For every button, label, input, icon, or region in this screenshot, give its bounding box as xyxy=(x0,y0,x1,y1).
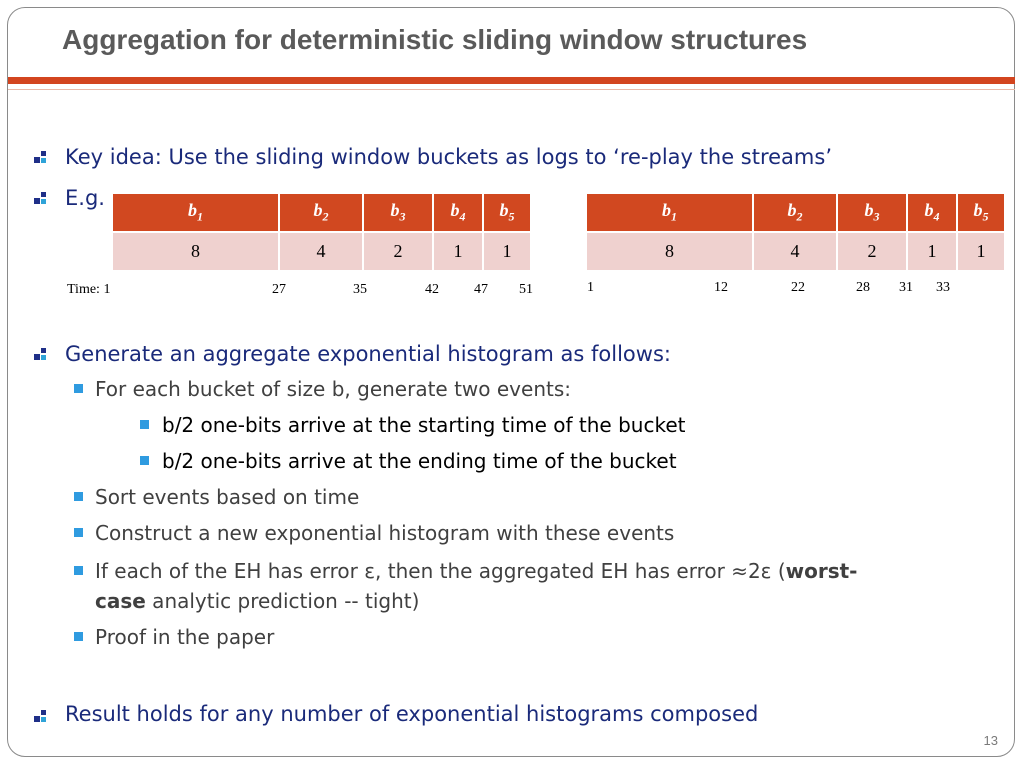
bullet-key-idea: Key idea: Use the sliding window buckets as logs to ‘re-play the streams’ xyxy=(65,145,833,169)
sub-error-line1: If each of the EH has error ε, then the aggregated EH has error ≈2ε (worst- xyxy=(95,559,858,583)
time-label: 35 xyxy=(353,282,367,297)
time-label: 27 xyxy=(272,282,286,297)
value-cell: 1 xyxy=(907,232,957,271)
time-label: 42 xyxy=(425,282,439,297)
sub-proof: Proof in the paper xyxy=(95,625,275,649)
sub-bullet-icon xyxy=(74,492,83,501)
time-label: 12 xyxy=(714,280,728,295)
time-label: 47 xyxy=(474,282,488,297)
header-cell: $b_5$ xyxy=(483,193,531,232)
header-cell: $b_2$ xyxy=(279,193,363,232)
sub-construct: Construct a new exponential histogram with these events xyxy=(95,521,675,545)
header-cell: $b_5$ xyxy=(957,193,1005,232)
bucket-table-left xyxy=(111,192,532,272)
slide-title: Aggregation for deterministic sliding window structures xyxy=(62,24,808,55)
header-cell: $b_4$ xyxy=(907,193,957,232)
sub-for-each: For each bucket of size b, generate two events: xyxy=(95,377,571,401)
subsub-start-event: b/2 one-bits arrive at the starting time of the bucket xyxy=(162,413,686,437)
subsub-end-event: b/2 one-bits arrive at the ending time of the bucket xyxy=(162,449,677,473)
value-cell: 4 xyxy=(753,232,837,271)
bullet-generate: Generate an aggregate exponential histogram as follows: xyxy=(65,342,671,366)
time-label: Time: 1 xyxy=(67,282,111,297)
time-label: 33 xyxy=(936,280,950,295)
sub-bullet-icon xyxy=(74,528,83,537)
value-cell: 2 xyxy=(363,232,433,271)
sub-bullet-icon xyxy=(140,420,149,429)
header-cell: $b_4$ xyxy=(433,193,483,232)
title-rule-thin xyxy=(8,89,1015,90)
value-cell: 1 xyxy=(433,232,483,271)
page-number: 13 xyxy=(983,733,998,748)
bullet-marker-icon xyxy=(34,151,48,165)
bullet-marker-icon xyxy=(34,710,48,724)
value-cell: 8 xyxy=(112,232,279,271)
bullet-marker-icon xyxy=(34,192,48,206)
time-label: 51 xyxy=(519,282,533,297)
time-label: 28 xyxy=(856,280,870,295)
time-label: 22 xyxy=(791,280,805,295)
header-cell: $b_3$ xyxy=(837,193,907,232)
header-cell: $b_1$ xyxy=(112,193,279,232)
bullet-eg: E.g. xyxy=(65,186,105,210)
header-cell: $b_3$ xyxy=(363,193,433,232)
sub-error-line2: case analytic prediction -- tight) xyxy=(95,589,420,613)
time-label: 31 xyxy=(899,280,913,295)
value-cell: 1 xyxy=(957,232,1005,271)
sub-bullet-icon xyxy=(74,384,83,393)
value-cell: 4 xyxy=(279,232,363,271)
bucket-table-right xyxy=(585,192,1006,272)
bullet-marker-icon xyxy=(34,348,48,362)
bullet-result: Result holds for any number of exponential histograms composed xyxy=(65,702,759,726)
sub-sort: Sort events based on time xyxy=(95,485,360,509)
time-label: 1 xyxy=(587,280,594,295)
sub-bullet-icon xyxy=(74,632,83,641)
value-cell: 8 xyxy=(586,232,753,271)
title-rule xyxy=(8,77,1015,84)
header-cell: $b_1$ xyxy=(586,193,753,232)
sub-bullet-icon xyxy=(140,456,149,465)
value-cell: 1 xyxy=(483,232,531,271)
value-cell: 2 xyxy=(837,232,907,271)
header-cell: $b_2$ xyxy=(753,193,837,232)
sub-bullet-icon xyxy=(74,566,83,575)
